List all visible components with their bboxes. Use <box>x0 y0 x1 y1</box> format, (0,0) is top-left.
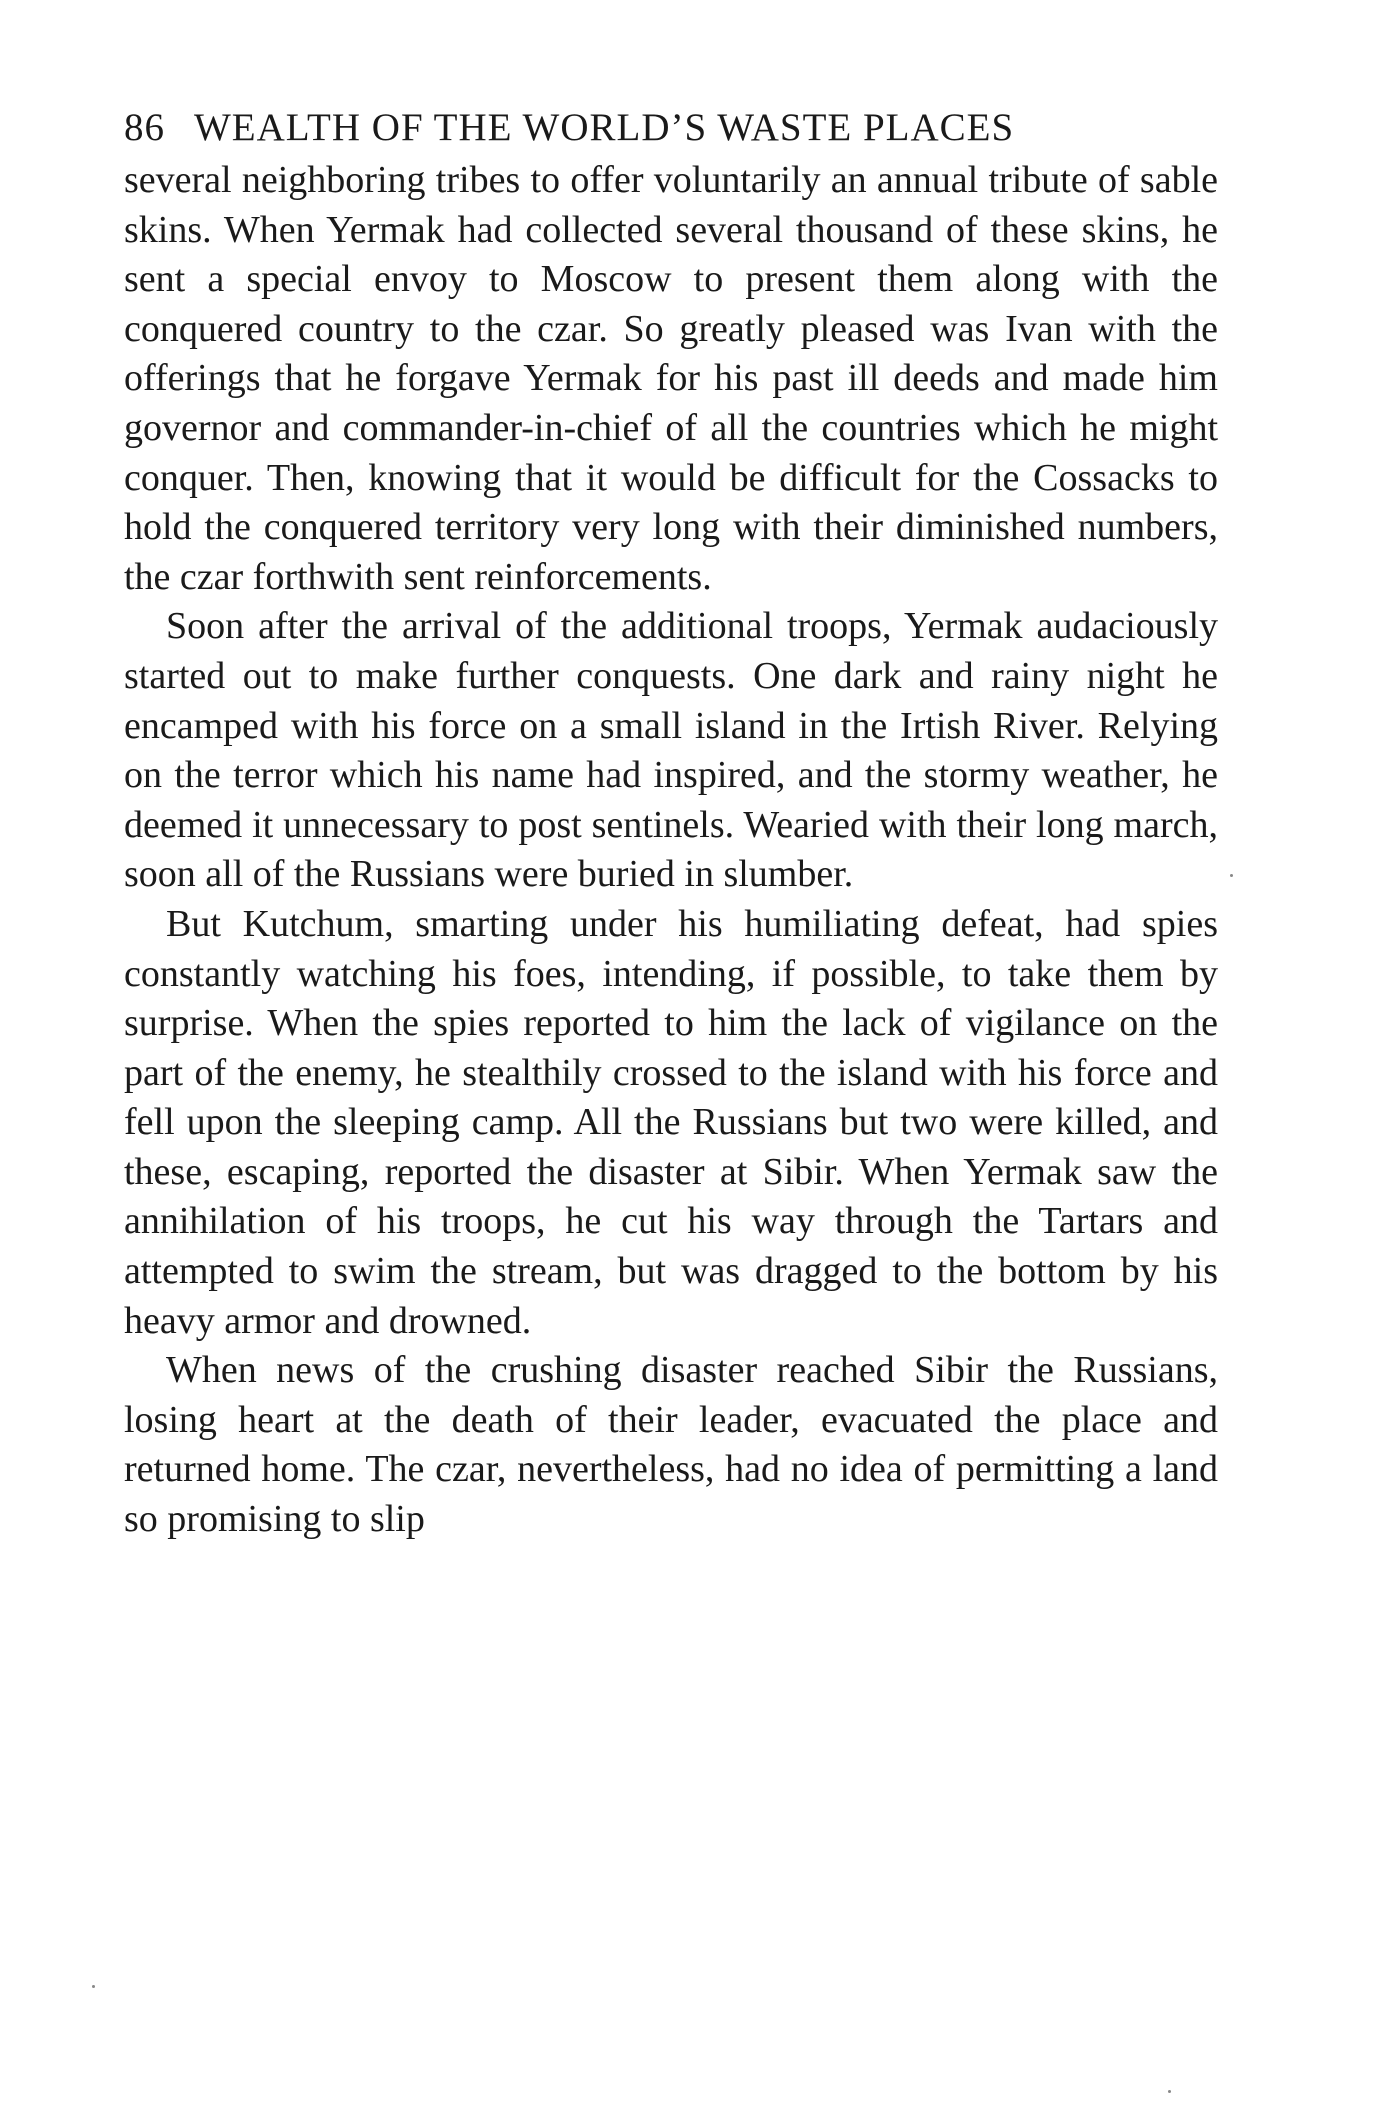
paragraph-2: Soon after the arrival of the additional troops, Yermak audaciously started out to make further conquests. One dark and rainy night he encamped with his force on a small island in the Irtish River. Relying on the terror which his name had inspired, and the stormy weather, he deemed it unnecessary to post sentinels. Wearied with their long march, soon all of the Russians were buried in slumber. <box>124 605 1218 896</box>
paper-speck <box>92 1985 95 1988</box>
running-head-title: WEALTH OF THE WORLD’S WASTE PLACES <box>194 106 1015 149</box>
body-text <box>124 156 1218 1545</box>
page-number: 86 <box>124 106 165 149</box>
book-page <box>124 100 1218 1545</box>
running-head <box>124 100 1218 156</box>
paper-speck <box>1168 2090 1171 2093</box>
paragraph-3: But Kutchum, smarting under his humiliating defeat, had spies constantly watching his foes, intending, if possible, to take them by surprise. When the spies reported to him the lack of vigilance on the part of the enemy, he stealthily crossed to the island with his force and fell upon the sleeping camp. All the Russians but two were killed, and these, escaping, reported the disaster at Sibir. When Yermak saw the annihilation of his troops, he cut his way through the Tartars and attempted to swim the stream, but was dragged to the bottom by his heavy armor and drowned. <box>124 902 1218 1342</box>
paragraph-1: several neighboring tribes to offer voluntarily an annual tribute of sable skins. When Yermak had collected several thousand of these skins, he sent a special envoy to Moscow to present them along with the conquered country to the czar. So greatly pleased was Ivan with the offerings that he forgave Yermak for his past ill deeds and made him governor and commander-in-chief of all the countries which he might conquer. Then, knowing that it would be difficult for the Cossacks to hold the conquered territory very long with their diminished numbers, the czar forthwith sent reinforcements. <box>124 159 1218 598</box>
paragraph-4: When news of the crushing disaster reached Sibir the Russians, losing heart at the death of their leader, evacuated the place and returned home. The czar, nevertheless, had no idea of permitting a land so promising to slip <box>124 1349 1218 1541</box>
paper-speck <box>1230 874 1233 877</box>
